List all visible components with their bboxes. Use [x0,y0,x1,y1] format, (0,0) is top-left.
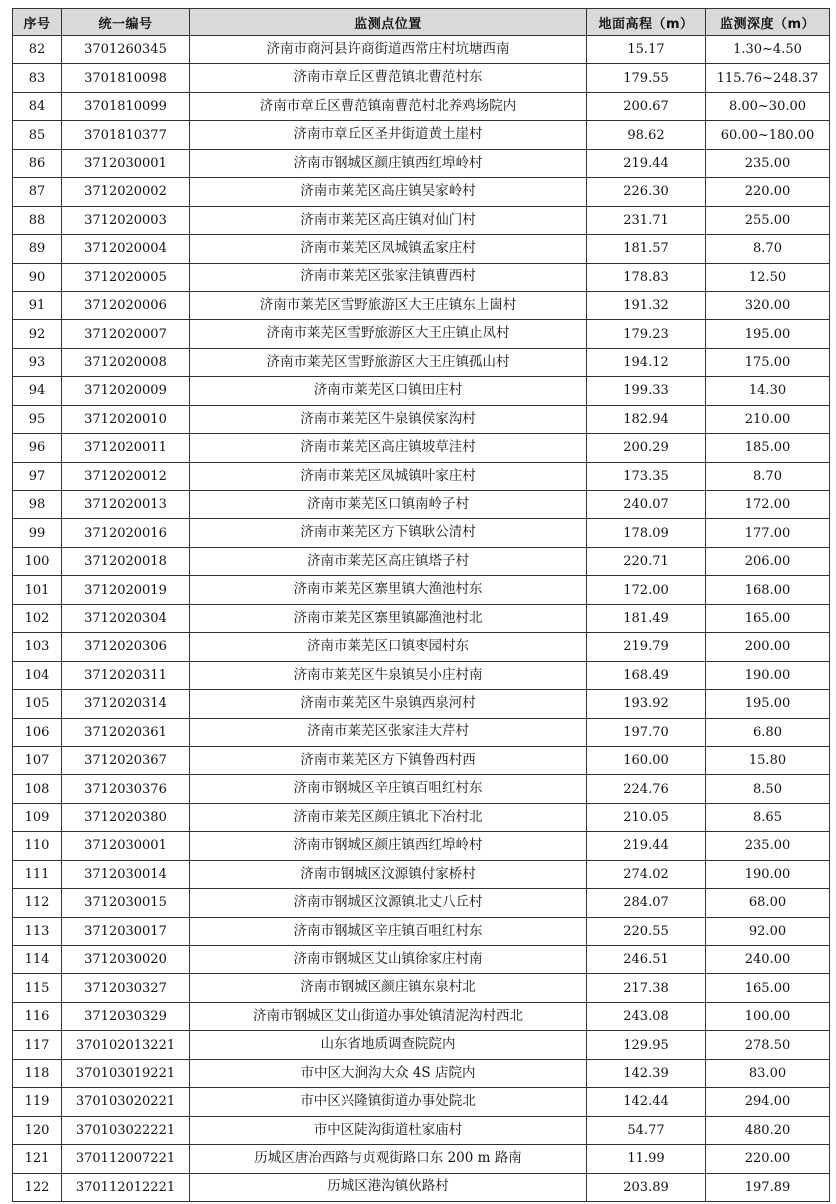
cell-location: 济南市莱芜区寨里镇大渔池村东 [190,576,587,604]
table-row [13,718,830,746]
cell-location: 济南市钢城区汶源镇付家桥村 [190,860,587,888]
cell-monitoring-depth: 195.00 [706,320,830,348]
cell-ground-elevation: 243.08 [587,1002,706,1030]
header-ground-elevation: 地面高程（m） [587,9,706,36]
cell-monitoring-depth: 240.00 [706,946,830,974]
cell-ground-elevation: 179.23 [587,320,706,348]
cell-ground-elevation: 181.57 [587,235,706,263]
cell-monitoring-depth: 6.80 [706,718,830,746]
cell-location: 济南市莱芜区牛泉镇吴小庄村南 [190,661,587,689]
cell-ground-elevation: 129.95 [587,1031,706,1059]
cell-ground-elevation: 224.76 [587,775,706,803]
table-row [13,775,830,803]
cell-location: 济南市钢城区颜庄镇西红埠岭村 [190,832,587,860]
cell-ground-elevation: 98.62 [587,121,706,149]
cell-location: 济南市莱芜区凤城镇孟家庄村 [190,235,587,263]
cell-location: 历城区唐冶西路与贞观街路口东 200 m 路南 [190,1145,587,1173]
table-row [13,1173,830,1201]
table-row [13,1088,830,1116]
cell-unified-code: 3712020005 [62,263,190,291]
table-row [13,377,830,405]
table-row [13,803,830,831]
cell-monitoring-depth: 278.50 [706,1031,830,1059]
table-row [13,1059,830,1087]
cell-monitoring-depth: 83.00 [706,1059,830,1087]
cell-index: 96 [13,434,62,462]
table-row [13,178,830,206]
cell-index: 108 [13,775,62,803]
cell-index: 94 [13,377,62,405]
cell-index: 113 [13,917,62,945]
cell-index: 87 [13,178,62,206]
table-row [13,121,830,149]
cell-location: 济南市莱芜区雪野旅游区大王庄镇止凤村 [190,320,587,348]
cell-unified-code: 370103022221 [62,1116,190,1144]
cell-ground-elevation: 203.89 [587,1173,706,1201]
table-row [13,291,830,319]
cell-unified-code: 3712030376 [62,775,190,803]
cell-index: 119 [13,1088,62,1116]
cell-index: 115 [13,974,62,1002]
cell-ground-elevation: 274.02 [587,860,706,888]
cell-index: 93 [13,348,62,376]
cell-unified-code: 3712020007 [62,320,190,348]
cell-monitoring-depth: 1.30~4.50 [706,36,830,64]
cell-location: 济南市章丘区曹范镇南曹范村北养鸡场院内 [190,92,587,120]
cell-unified-code: 3712030015 [62,889,190,917]
cell-ground-elevation: 168.49 [587,661,706,689]
cell-ground-elevation: 54.77 [587,1116,706,1144]
cell-monitoring-depth: 480.20 [706,1116,830,1144]
cell-ground-elevation: 210.05 [587,803,706,831]
header-index: 序号 [13,9,62,36]
cell-unified-code: 3712020008 [62,348,190,376]
cell-location: 济南市莱芜区口镇南岭子村 [190,491,587,519]
cell-unified-code: 3701810099 [62,92,190,120]
cell-monitoring-depth: 220.00 [706,1145,830,1173]
cell-unified-code: 370102013221 [62,1031,190,1059]
cell-index: 120 [13,1116,62,1144]
cell-unified-code: 3712020012 [62,462,190,490]
cell-ground-elevation: 200.29 [587,434,706,462]
cell-monitoring-depth: 8.70 [706,462,830,490]
table-row [13,405,830,433]
cell-unified-code: 3712020013 [62,491,190,519]
cell-unified-code: 3712020009 [62,377,190,405]
cell-unified-code: 3712030014 [62,860,190,888]
cell-index: 109 [13,803,62,831]
cell-monitoring-depth: 190.00 [706,860,830,888]
cell-ground-elevation: 226.30 [587,178,706,206]
table-row [13,1145,830,1173]
cell-monitoring-depth: 15.80 [706,746,830,774]
table-row [13,434,830,462]
cell-location: 市中区陡沟街道杜家庙村 [190,1116,587,1144]
cell-location: 济南市章丘区圣井街道黄土崖村 [190,121,587,149]
cell-ground-elevation: 142.39 [587,1059,706,1087]
cell-ground-elevation: 200.67 [587,92,706,120]
cell-location: 济南市莱芜区口镇田庄村 [190,377,587,405]
table-row [13,206,830,234]
cell-ground-elevation: 217.38 [587,974,706,1002]
cell-monitoring-depth: 200.00 [706,633,830,661]
cell-location: 济南市莱芜区高庄镇塔子村 [190,547,587,575]
table-row [13,149,830,177]
cell-location: 济南市莱芜区颜庄镇北下冶村北 [190,803,587,831]
cell-index: 116 [13,1002,62,1030]
table-row [13,832,830,860]
table-row [13,1116,830,1144]
table-row [13,320,830,348]
cell-location: 济南市钢城区颜庄镇东泉村北 [190,974,587,1002]
cell-unified-code: 3712030001 [62,149,190,177]
cell-monitoring-depth: 235.00 [706,149,830,177]
cell-ground-elevation: 160.00 [587,746,706,774]
cell-index: 83 [13,64,62,92]
cell-unified-code: 3712020016 [62,519,190,547]
table-row [13,491,830,519]
table-row [13,633,830,661]
cell-monitoring-depth: 168.00 [706,576,830,604]
cell-unified-code: 3712020006 [62,291,190,319]
cell-unified-code: 3712030001 [62,832,190,860]
cell-monitoring-depth: 206.00 [706,547,830,575]
cell-monitoring-depth: 14.30 [706,377,830,405]
cell-unified-code: 3712020003 [62,206,190,234]
cell-unified-code: 370103020221 [62,1088,190,1116]
cell-unified-code: 3712020361 [62,718,190,746]
cell-monitoring-depth: 177.00 [706,519,830,547]
cell-index: 114 [13,946,62,974]
cell-location: 济南市莱芜区张家洼镇曹西村 [190,263,587,291]
cell-monitoring-depth: 190.00 [706,661,830,689]
header-monitoring-depth: 监测深度（m） [706,9,830,36]
table-row [13,1002,830,1030]
monitoring-points-table [12,8,830,1202]
cell-location: 济南市莱芜区雪野旅游区大王庄镇孤山村 [190,348,587,376]
cell-monitoring-depth: 197.89 [706,1173,830,1201]
cell-monitoring-depth: 175.00 [706,348,830,376]
cell-index: 118 [13,1059,62,1087]
cell-location: 济南市钢城区汶源镇北丈八丘村 [190,889,587,917]
cell-monitoring-depth: 12.50 [706,263,830,291]
table-row [13,462,830,490]
cell-unified-code: 3712020311 [62,661,190,689]
cell-unified-code: 3712020380 [62,803,190,831]
cell-location: 济南市莱芜区方下镇耿公清村 [190,519,587,547]
cell-location: 市中区兴隆镇街道办事处院北 [190,1088,587,1116]
cell-index: 103 [13,633,62,661]
cell-monitoring-depth: 294.00 [706,1088,830,1116]
cell-unified-code: 3712020367 [62,746,190,774]
table-header [13,9,830,36]
cell-ground-elevation: 15.17 [587,36,706,64]
table-row [13,348,830,376]
table-row [13,889,830,917]
cell-unified-code: 3701810098 [62,64,190,92]
cell-location: 济南市莱芜区牛泉镇西泉河村 [190,690,587,718]
cell-ground-elevation: 219.44 [587,832,706,860]
cell-location: 济南市钢城区颜庄镇西红埠岭村 [190,149,587,177]
table-row [13,64,830,92]
cell-index: 110 [13,832,62,860]
cell-monitoring-depth: 235.00 [706,832,830,860]
cell-monitoring-depth: 92.00 [706,917,830,945]
table-row [13,263,830,291]
cell-unified-code: 3712020019 [62,576,190,604]
cell-location: 济南市莱芜区高庄镇吴家岭村 [190,178,587,206]
cell-ground-elevation: 197.70 [587,718,706,746]
table-row [13,92,830,120]
cell-ground-elevation: 246.51 [587,946,706,974]
cell-location: 济南市莱芜区口镇枣园村东 [190,633,587,661]
cell-unified-code: 3712030017 [62,917,190,945]
table-row [13,661,830,689]
cell-index: 112 [13,889,62,917]
cell-index: 106 [13,718,62,746]
cell-monitoring-depth: 8.70 [706,235,830,263]
cell-monitoring-depth: 8.00~30.00 [706,92,830,120]
header-location: 监测点位置 [190,9,587,36]
cell-unified-code: 3712030020 [62,946,190,974]
cell-index: 95 [13,405,62,433]
cell-monitoring-depth: 165.00 [706,974,830,1002]
table-row [13,519,830,547]
cell-unified-code: 3712020306 [62,633,190,661]
table-body [13,36,830,1202]
cell-ground-elevation: 219.79 [587,633,706,661]
table-row [13,604,830,632]
header-row [13,9,830,36]
cell-unified-code: 3712020011 [62,434,190,462]
cell-ground-elevation: 179.55 [587,64,706,92]
cell-ground-elevation: 178.83 [587,263,706,291]
cell-ground-elevation: 178.09 [587,519,706,547]
cell-unified-code: 3712020010 [62,405,190,433]
cell-unified-code: 370112007221 [62,1145,190,1173]
cell-index: 88 [13,206,62,234]
cell-location: 济南市钢城区艾山镇徐家庄村南 [190,946,587,974]
cell-index: 91 [13,291,62,319]
table-row [13,235,830,263]
cell-unified-code: 3712020002 [62,178,190,206]
cell-index: 121 [13,1145,62,1173]
table-row [13,946,830,974]
cell-unified-code: 3712020018 [62,547,190,575]
cell-monitoring-depth: 195.00 [706,690,830,718]
monitoring-points-table-sheet [12,8,829,1202]
cell-location: 济南市商河县许商街道西常庄村坑塘西南 [190,36,587,64]
cell-ground-elevation: 191.32 [587,291,706,319]
cell-monitoring-depth: 8.65 [706,803,830,831]
cell-location: 济南市莱芜区牛泉镇侯家沟村 [190,405,587,433]
cell-ground-elevation: 181.49 [587,604,706,632]
cell-unified-code: 370103019221 [62,1059,190,1087]
cell-monitoring-depth: 220.00 [706,178,830,206]
cell-ground-elevation: 193.92 [587,690,706,718]
cell-ground-elevation: 220.55 [587,917,706,945]
cell-index: 97 [13,462,62,490]
cell-index: 98 [13,491,62,519]
cell-location: 济南市莱芜区高庄镇坡草洼村 [190,434,587,462]
cell-location: 济南市莱芜区方下镇鲁西村西 [190,746,587,774]
cell-ground-elevation: 172.00 [587,576,706,604]
table-row [13,917,830,945]
cell-monitoring-depth: 185.00 [706,434,830,462]
cell-unified-code: 3712020314 [62,690,190,718]
cell-index: 104 [13,661,62,689]
table-row [13,690,830,718]
cell-unified-code: 3701260345 [62,36,190,64]
cell-location: 市中区大涧沟大众 4S 店院内 [190,1059,587,1087]
cell-location: 济南市钢城区艾山街道办事处镇清泥沟村西北 [190,1002,587,1030]
cell-location: 济南市莱芜区凤城镇叶家庄村 [190,462,587,490]
cell-ground-elevation: 182.94 [587,405,706,433]
cell-monitoring-depth: 115.76~248.37 [706,64,830,92]
cell-index: 84 [13,92,62,120]
cell-ground-elevation: 194.12 [587,348,706,376]
table-row [13,746,830,774]
table-row [13,547,830,575]
table-row [13,36,830,64]
cell-index: 101 [13,576,62,604]
cell-location: 历城区港沟镇伙路村 [190,1173,587,1201]
table-row [13,1031,830,1059]
header-unified-code: 统一编号 [62,9,190,36]
cell-index: 92 [13,320,62,348]
cell-ground-elevation: 173.35 [587,462,706,490]
table-row [13,974,830,1002]
cell-index: 85 [13,121,62,149]
cell-monitoring-depth: 172.00 [706,491,830,519]
cell-unified-code: 370112012221 [62,1173,190,1201]
cell-monitoring-depth: 8.50 [706,775,830,803]
cell-unified-code: 3712020004 [62,235,190,263]
cell-monitoring-depth: 210.00 [706,405,830,433]
cell-ground-elevation: 231.71 [587,206,706,234]
cell-location: 济南市莱芜区高庄镇对仙门村 [190,206,587,234]
cell-monitoring-depth: 255.00 [706,206,830,234]
cell-index: 111 [13,860,62,888]
cell-index: 102 [13,604,62,632]
cell-location: 济南市钢城区辛庄镇百咀红村东 [190,917,587,945]
cell-index: 99 [13,519,62,547]
cell-ground-elevation: 284.07 [587,889,706,917]
cell-monitoring-depth: 165.00 [706,604,830,632]
cell-index: 90 [13,263,62,291]
cell-monitoring-depth: 60.00~180.00 [706,121,830,149]
table-row [13,860,830,888]
cell-monitoring-depth: 320.00 [706,291,830,319]
cell-location: 济南市钢城区辛庄镇百咀红村东 [190,775,587,803]
cell-index: 89 [13,235,62,263]
cell-unified-code: 3712030327 [62,974,190,1002]
cell-index: 82 [13,36,62,64]
cell-ground-elevation: 142.44 [587,1088,706,1116]
table-row [13,576,830,604]
cell-ground-elevation: 11.99 [587,1145,706,1173]
cell-location: 山东省地质调查院院内 [190,1031,587,1059]
cell-index: 122 [13,1173,62,1201]
cell-unified-code: 3701810377 [62,121,190,149]
cell-monitoring-depth: 100.00 [706,1002,830,1030]
cell-unified-code: 3712030329 [62,1002,190,1030]
cell-index: 107 [13,746,62,774]
cell-location: 济南市章丘区曹范镇北曹范村东 [190,64,587,92]
cell-location: 济南市莱芜区寨里镇鄙渔池村北 [190,604,587,632]
cell-index: 117 [13,1031,62,1059]
cell-ground-elevation: 219.44 [587,149,706,177]
cell-index: 86 [13,149,62,177]
cell-location: 济南市莱芜区雪野旅游区大王庄镇东上崮村 [190,291,587,319]
cell-location: 济南市莱芜区张家洼大芹村 [190,718,587,746]
cell-unified-code: 3712020304 [62,604,190,632]
cell-ground-elevation: 240.07 [587,491,706,519]
cell-ground-elevation: 199.33 [587,377,706,405]
cell-index: 100 [13,547,62,575]
cell-monitoring-depth: 68.00 [706,889,830,917]
cell-index: 105 [13,690,62,718]
cell-ground-elevation: 220.71 [587,547,706,575]
